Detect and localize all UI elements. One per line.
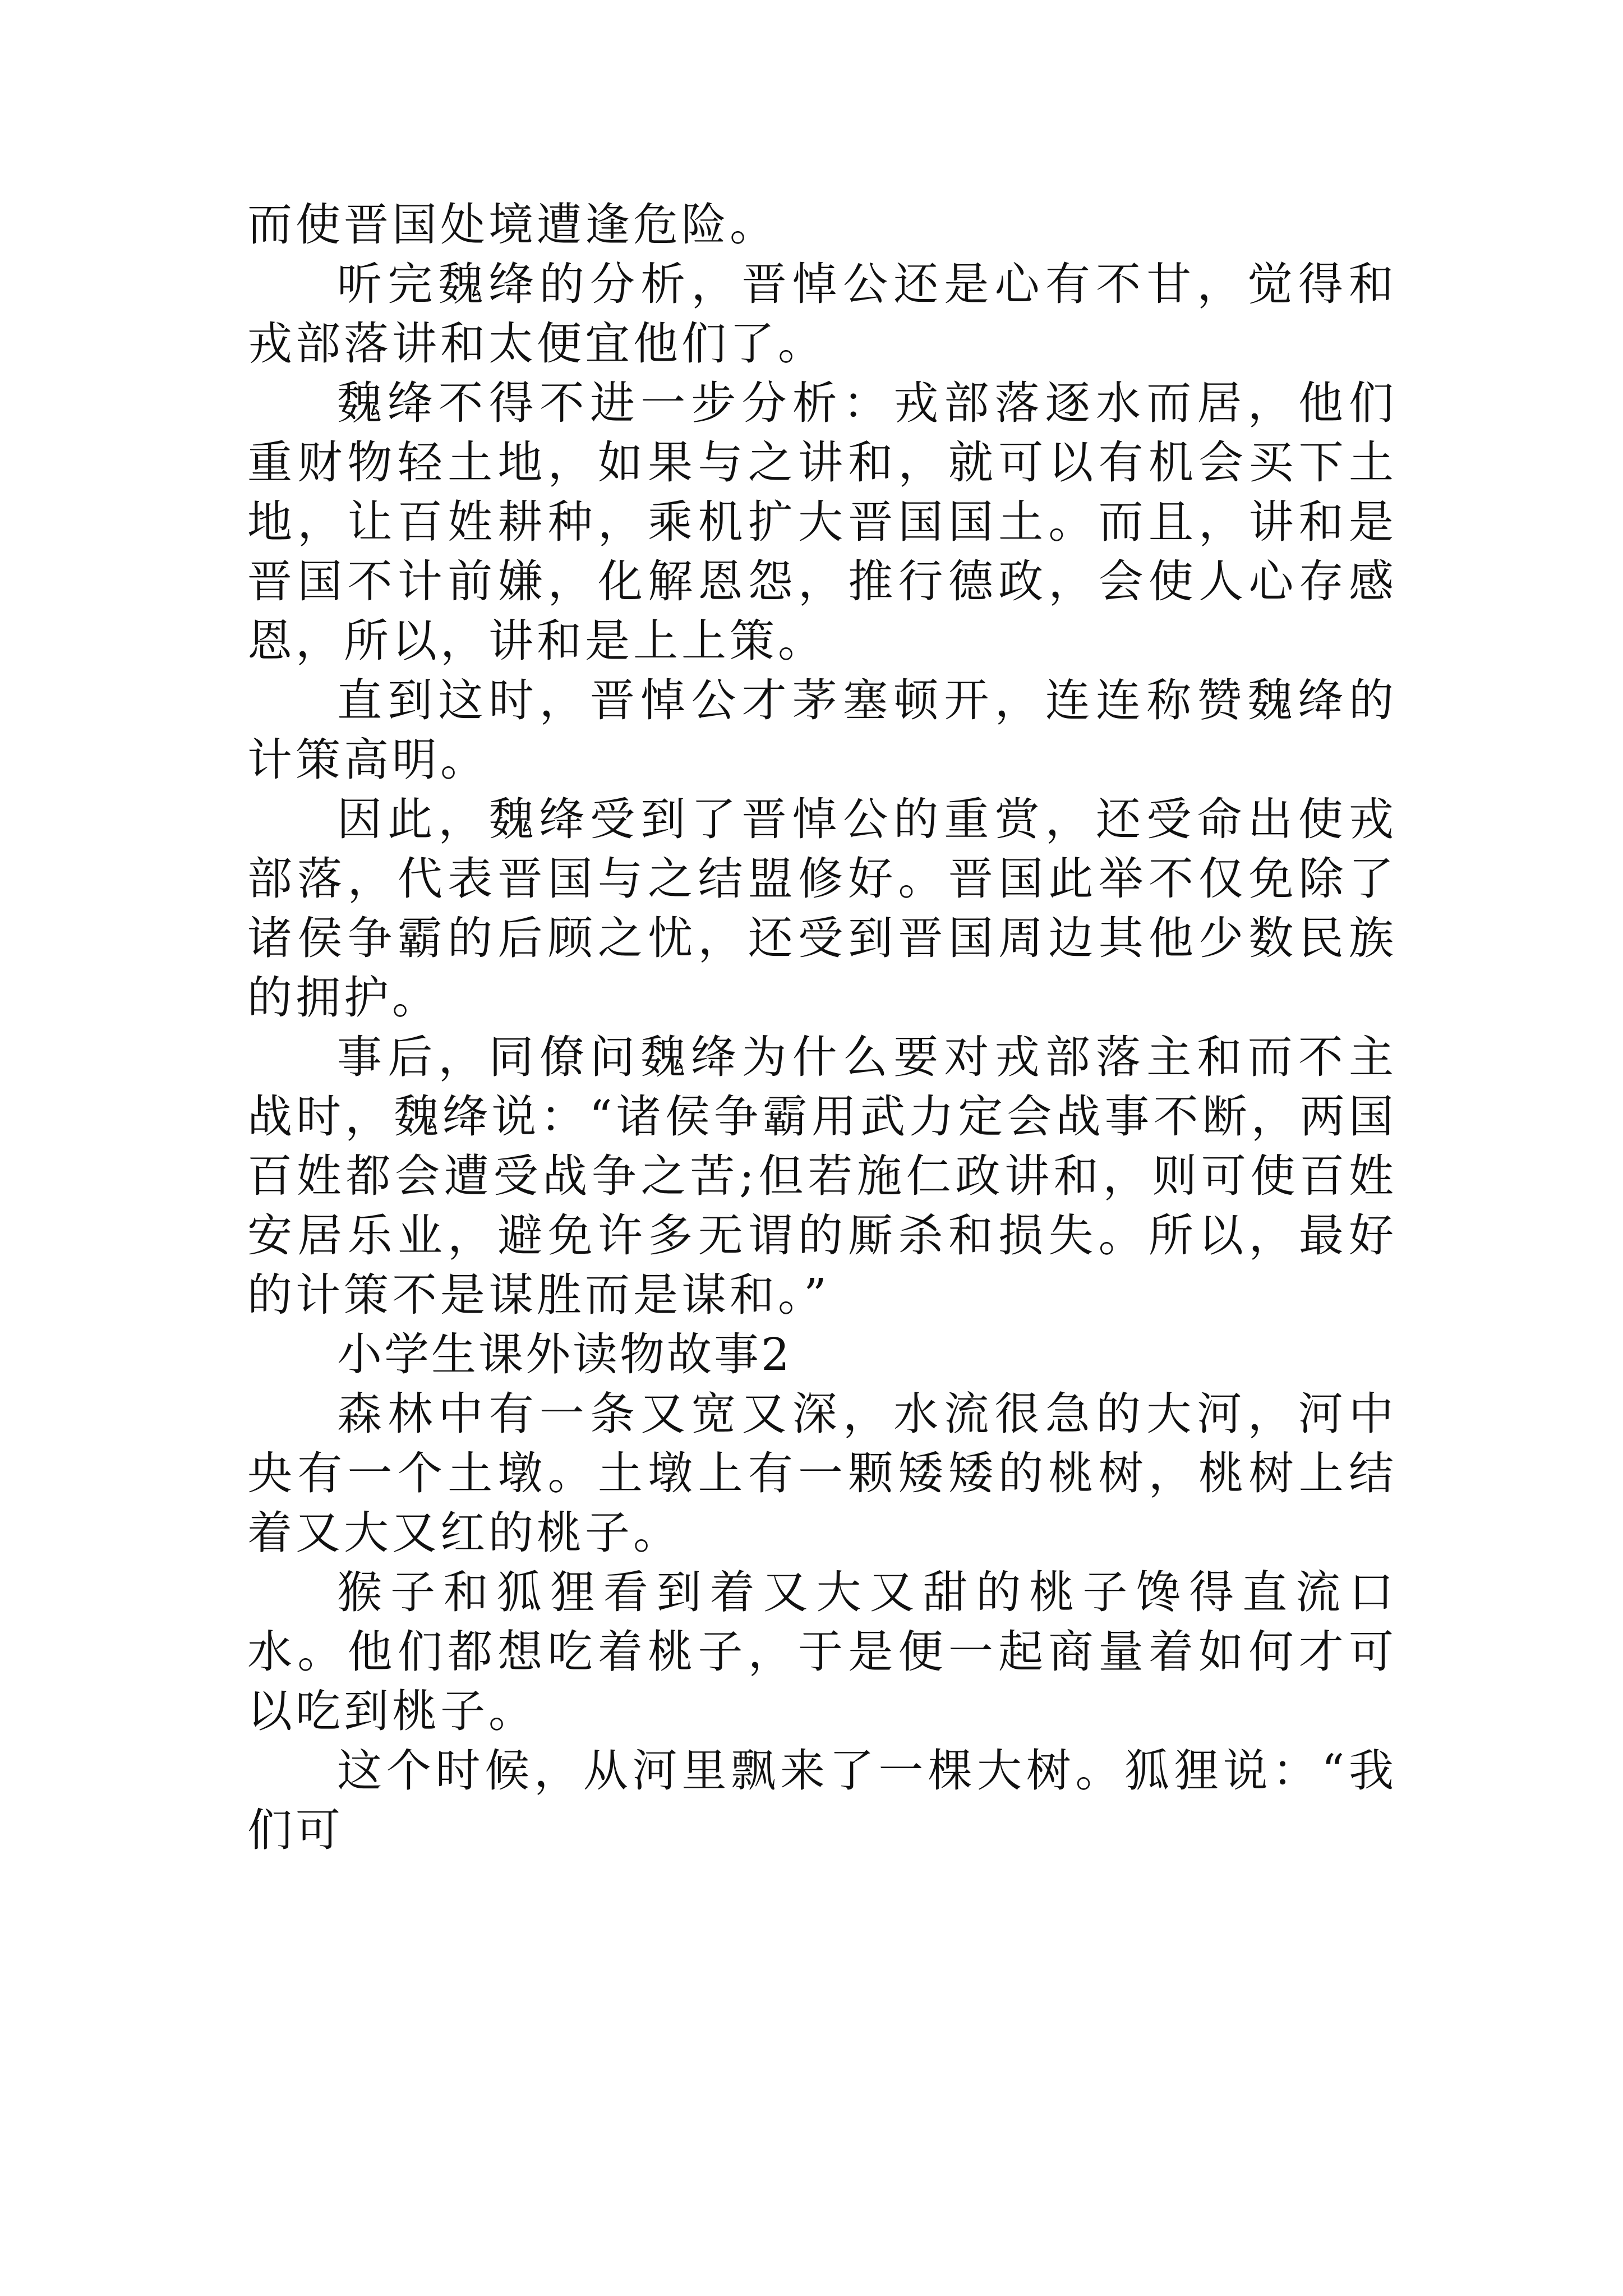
body-text [247, 195, 1397, 1860]
paragraph: 听完魏绛的分析，晋悼公还是心有不甘，觉得和戎部落讲和太便宜他们了。 [247, 258, 1397, 370]
paragraph: 因此，魏绛受到了晋悼公的重赏，还受命出使戎部落，代表晋国与之结盟修好。晋国此举不仅免除了诸侯争霸的后顾之忧，还受到晋国周边其他少数民族的拥护。 [247, 793, 1397, 1024]
paragraph-continuation: 而使晋国处境遭逢危险。 [247, 199, 778, 251]
paragraph: 森林中有一条又宽又深，水流很急的大河，河中央有一个土墩。土墩上有一颗矮矮的桃树，桃树上结着又大又红的桃子。 [247, 1388, 1397, 1559]
paragraph: 事后，同僚问魏绛为什么要对戎部落主和而不主战时，魏绛说：“诸侯争霸用武力定会战事不断，两国百姓都会遭受战争之苦;但若施仁政讲和，则可使百姓安居乐业，避免许多无谓的厮杀和损失。所以，最好的计策不是谋胜而是谋和。” [247, 1031, 1397, 1321]
paragraph: 猴子和狐狸看到着又大又甜的桃子馋得直流口水。他们都想吃着桃子，于是便一起商量着如何才可以吃到桃子。 [247, 1566, 1397, 1737]
section-heading: 小学生课外读物故事2 [337, 1328, 792, 1381]
paragraph: 这个时候，从河里飘来了一棵大树。狐狸说：“我们可 [247, 1745, 1397, 1856]
paragraph: 魏绛不得不进一步分析：戎部落逐水而居，他们重财物轻土地，如果与之讲和，就可以有机会买下土地，让百姓耕种，乘机扩大晋国国土。而且，讲和是晋国不计前嫌，化解恩怨，推行德政，会使人心存感恩，所以，讲和是上上策。 [247, 377, 1397, 667]
paragraph: 直到这时，晋悼公才茅塞顿开，连连称赞魏绛的计策高明。 [247, 674, 1397, 786]
